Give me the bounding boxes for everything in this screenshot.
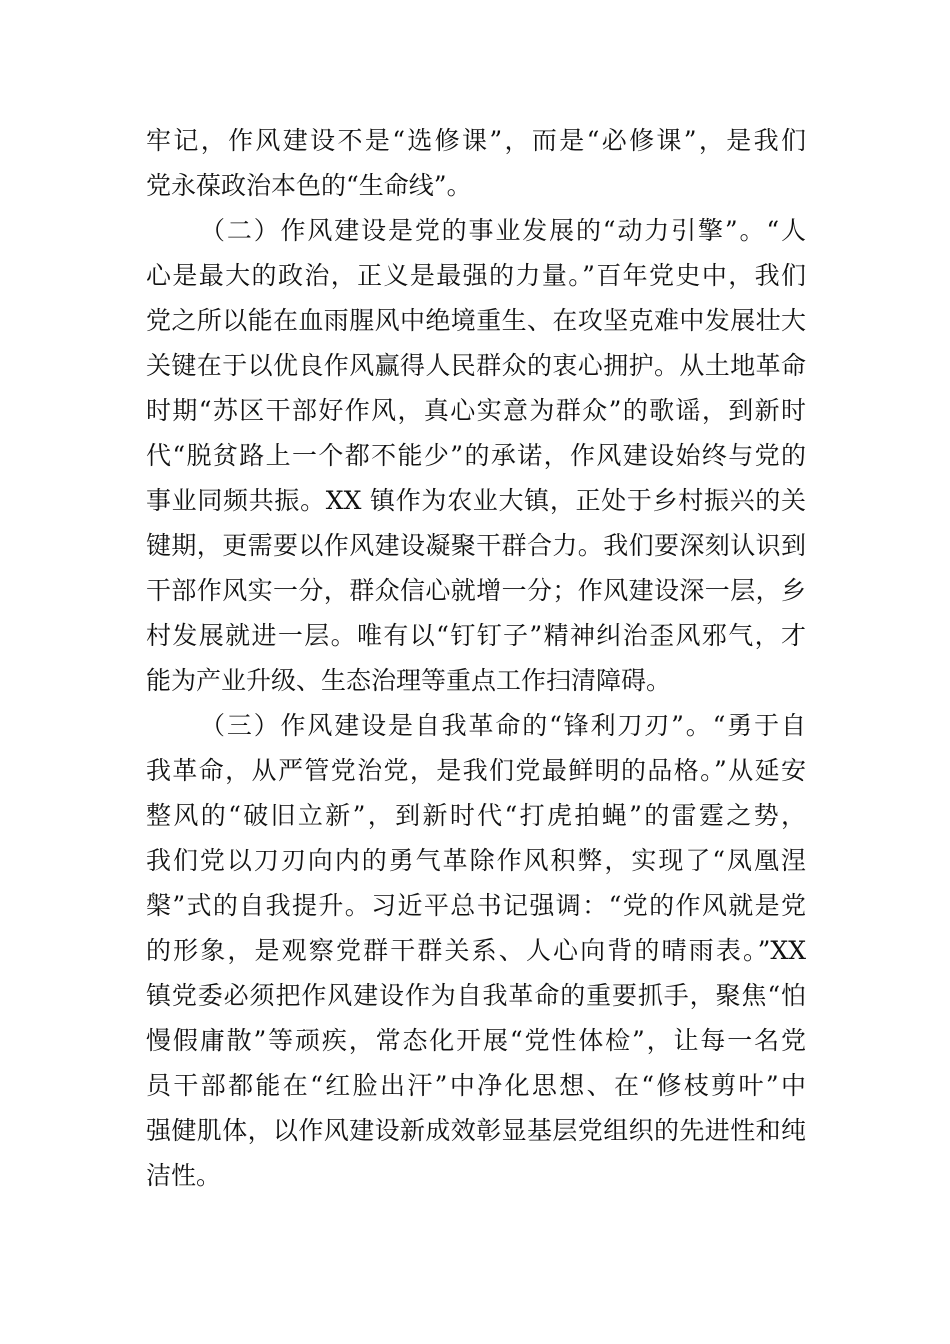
paragraph-line: 时期“苏区干部好作风，真心实意为群众”的歌谣，到新时 [146, 396, 806, 425]
section-heading-line: （二）作风建设是党的事业发展的“动力引擎”。“人 [200, 216, 806, 245]
paragraph-line: 洁性。 [146, 1161, 222, 1190]
section-heading-line: （三）作风建设是自我革命的“锋利刀刃”。“勇于自 [200, 711, 806, 740]
paragraph-line: 干部作风实一分，群众信心就增一分；作风建设深一层，乡 [146, 576, 806, 605]
paragraph-line: 心是最大的政治，正义是最强的力量。”百年党史中，我们 [146, 261, 806, 290]
paragraph-line: 村发展就进一层。唯有以“钉钉子”精神纠治歪风邪气，才 [146, 621, 806, 650]
paragraph-line: 整风的“破旧立新”，到新时代“打虎拍蝇”的雷霆之势， [146, 801, 806, 830]
paragraph-line: 员干部都能在“红脸出汗”中净化思想、在“修枝剪叶”中 [146, 1071, 806, 1100]
paragraph-line: 镇党委必须把作风建设作为自我革命的重要抓手，聚焦“怕 [146, 981, 806, 1010]
paragraph-line: 我们党以刀刃向内的勇气革除作风积弊，实现了“凤凰涅 [146, 846, 806, 875]
paragraph-line: 我革命，从严管党治党，是我们党最鲜明的品格。”从延安 [146, 756, 806, 785]
paragraph-line: 槃”式的自我提升。习近平总书记强调：“党的作风就是党 [146, 891, 806, 920]
paragraph-line: 事业同频共振。XX 镇作为农业大镇，正处于乡村振兴的关 [146, 486, 806, 515]
paragraph-line: 键期，更需要以作风建设凝聚干群合力。我们要深刻认识到 [146, 531, 806, 560]
paragraph-line: 强健肌体，以作风建设新成效彰显基层党组织的先进性和纯 [146, 1116, 806, 1145]
paragraph-line: 党之所以能在血雨腥风中绝境重生、在攻坚克难中发展壮大 [146, 306, 806, 335]
paragraph-line: 的形象，是观察党群干群关系、人心向背的晴雨表。”XX [146, 936, 806, 965]
paragraph-line: 慢假庸散”等顽疾，常态化开展“党性体检”，让每一名党 [146, 1026, 806, 1055]
paragraph-line: 关键在于以优良作风赢得人民群众的衷心拥护。从土地革命 [146, 351, 806, 380]
paragraph-line: 代“脱贫路上一个都不能少”的承诺，作风建设始终与党的 [146, 441, 806, 470]
paragraph-line: 牢记，作风建设不是“选修课”，而是“必修课”，是我们 [146, 126, 806, 155]
paragraph-line: 党永葆政治本色的“生命线”。 [146, 171, 472, 200]
paragraph-line: 能为产业升级、生态治理等重点工作扫清障碍。 [146, 666, 672, 695]
